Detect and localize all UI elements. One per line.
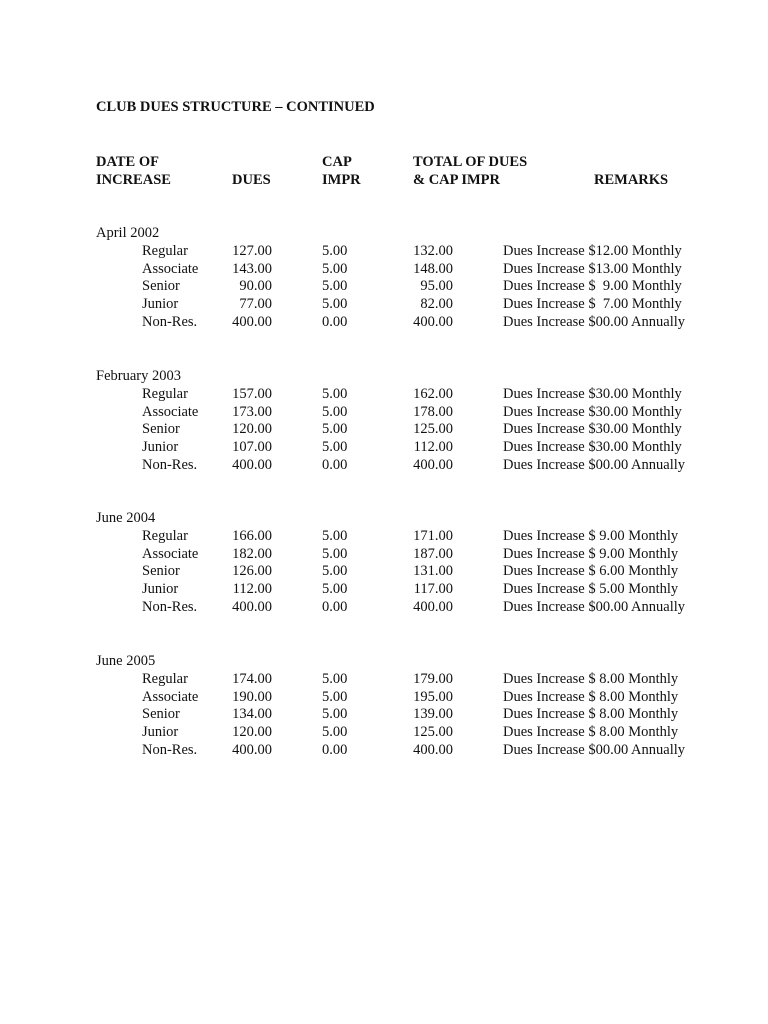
membership-type: Regular (142, 528, 188, 544)
dues-value: 126.00 (232, 563, 272, 579)
table-row (0, 261, 768, 279)
cap-impr-value: 5.00 (322, 278, 348, 294)
membership-type: Associate (142, 261, 199, 277)
total-value: 125.00 (413, 724, 453, 740)
dues-value: 173.00 (232, 404, 272, 420)
section-date-label: February 2003 (96, 368, 181, 384)
cap-impr-value: 0.00 (322, 742, 348, 758)
total-value: 171.00 (413, 528, 453, 544)
total-value: 131.00 (413, 563, 453, 579)
total-value: 400.00 (413, 599, 453, 615)
dues-value: 182.00 (232, 546, 272, 562)
page-title: CLUB DUES STRUCTURE – CONTINUED (96, 99, 375, 115)
total-value: 400.00 (413, 742, 453, 758)
remarks-text: Dues Increase $ 5.00 Monthly (503, 581, 679, 597)
remarks-text: Dues Increase $ 8.00 Monthly (503, 689, 679, 705)
remarks-text: Dues Increase $00.00 Annually (503, 314, 686, 330)
table-row (0, 546, 768, 564)
remarks-text: Dues Increase $ 6.00 Monthly (503, 563, 679, 579)
remarks-text: Dues Increase $00.00 Annually (503, 599, 686, 615)
cap-impr-value: 5.00 (322, 421, 348, 437)
total-value: 178.00 (413, 404, 453, 420)
membership-type: Non-Res. (142, 457, 198, 473)
total-value: 179.00 (413, 671, 453, 687)
remarks-text: Dues Increase $13.00 Monthly (503, 261, 682, 277)
remarks-text: Dues Increase $00.00 Annually (503, 742, 686, 758)
total-value: 112.00 (413, 439, 453, 455)
table-row (0, 671, 768, 689)
membership-type: Non-Res. (142, 599, 198, 615)
cap-impr-value: 5.00 (322, 546, 348, 562)
cap-impr-value: 5.00 (322, 563, 348, 579)
total-value: 162.00 (413, 386, 453, 402)
cap-impr-value: 5.00 (322, 386, 348, 402)
remarks-text: Dues Increase $12.00 Monthly (503, 243, 682, 259)
membership-type: Associate (142, 404, 199, 420)
header-remarks: REMARKS (594, 172, 669, 188)
membership-type: Associate (142, 546, 199, 562)
dues-value: 120.00 (232, 724, 272, 740)
dues-value: 400.00 (232, 742, 272, 758)
table-row (0, 599, 768, 617)
cap-impr-value: 0.00 (322, 314, 348, 330)
dues-value: 400.00 (232, 599, 272, 615)
total-value: 95.00 (420, 278, 453, 294)
section-date-label: June 2004 (96, 510, 156, 526)
membership-type: Junior (142, 296, 179, 312)
remarks-text: Dues Increase $ 8.00 Monthly (503, 671, 679, 687)
dues-value: 90.00 (239, 278, 272, 294)
membership-type: Senior (142, 278, 180, 294)
table-row (0, 296, 768, 314)
remarks-text: Dues Increase $ 9.00 Monthly (503, 278, 682, 294)
dues-value: 157.00 (232, 386, 272, 402)
membership-type: Junior (142, 724, 179, 740)
remarks-text: Dues Increase $30.00 Monthly (503, 386, 682, 402)
cap-impr-value: 5.00 (322, 724, 348, 740)
total-value: 132.00 (413, 243, 453, 259)
total-value: 148.00 (413, 261, 453, 277)
total-value: 187.00 (413, 546, 453, 562)
cap-impr-value: 0.00 (322, 599, 348, 615)
remarks-text: Dues Increase $00.00 Annually (503, 457, 686, 473)
cap-impr-value: 5.00 (322, 296, 348, 312)
dues-value: 134.00 (232, 706, 272, 722)
membership-type: Regular (142, 671, 188, 687)
table-row (0, 243, 768, 261)
membership-type: Non-Res. (142, 314, 198, 330)
dues-value: 400.00 (232, 314, 272, 330)
membership-type: Associate (142, 689, 199, 705)
dues-value: 107.00 (232, 439, 272, 455)
table-row (0, 706, 768, 724)
table-row (0, 457, 768, 475)
table-row (0, 439, 768, 457)
table-row (0, 689, 768, 707)
cap-impr-value: 5.00 (322, 581, 348, 597)
total-value: 139.00 (413, 706, 453, 722)
dues-value: 127.00 (232, 243, 272, 259)
remarks-text: Dues Increase $ 9.00 Monthly (503, 528, 679, 544)
cap-impr-value: 5.00 (322, 261, 348, 277)
total-value: 82.00 (420, 296, 453, 312)
dues-value: 120.00 (232, 421, 272, 437)
membership-type: Non-Res. (142, 742, 198, 758)
cap-impr-value: 5.00 (322, 439, 348, 455)
table-row (0, 742, 768, 760)
table-row (0, 528, 768, 546)
table-row (0, 581, 768, 599)
remarks-text: Dues Increase $30.00 Monthly (503, 439, 682, 455)
table-row (0, 278, 768, 296)
dues-value: 400.00 (232, 457, 272, 473)
remarks-text: Dues Increase $30.00 Monthly (503, 421, 682, 437)
total-value: 400.00 (413, 457, 453, 473)
dues-value: 143.00 (232, 261, 272, 277)
remarks-text: Dues Increase $ 9.00 Monthly (503, 546, 679, 562)
cap-impr-value: 5.00 (322, 243, 348, 259)
section-date-label: June 2005 (96, 653, 156, 669)
dues-value: 174.00 (232, 671, 272, 687)
remarks-text: Dues Increase $30.00 Monthly (503, 404, 682, 420)
remarks-text: Dues Increase $ 8.00 Monthly (503, 724, 679, 740)
total-value: 125.00 (413, 421, 453, 437)
table-row (0, 314, 768, 332)
dues-value: 77.00 (239, 296, 272, 312)
header-date-of-increase: DATE OF INCREASE (96, 154, 171, 188)
cap-impr-value: 5.00 (322, 706, 348, 722)
table-row (0, 404, 768, 422)
table-row (0, 386, 768, 404)
table-row (0, 563, 768, 581)
section-date-label: April 2002 (96, 225, 160, 241)
remarks-text: Dues Increase $ 8.00 Monthly (503, 706, 679, 722)
total-value: 400.00 (413, 314, 453, 330)
table-row (0, 724, 768, 742)
membership-type: Junior (142, 439, 179, 455)
cap-impr-value: 5.00 (322, 689, 348, 705)
cap-impr-value: 5.00 (322, 528, 348, 544)
dues-value: 166.00 (232, 528, 272, 544)
membership-type: Regular (142, 386, 188, 402)
cap-impr-value: 0.00 (322, 457, 348, 473)
membership-type: Regular (142, 243, 188, 259)
dues-value: 112.00 (232, 581, 272, 597)
membership-type: Senior (142, 563, 180, 579)
remarks-text: Dues Increase $ 7.00 Monthly (503, 296, 682, 312)
membership-type: Senior (142, 706, 180, 722)
cap-impr-value: 5.00 (322, 671, 348, 687)
header-cap-impr: CAP IMPR (322, 154, 361, 188)
cap-impr-value: 5.00 (322, 404, 348, 420)
header-dues: DUES (232, 172, 271, 188)
membership-type: Junior (142, 581, 179, 597)
total-value: 195.00 (413, 689, 453, 705)
membership-type: Senior (142, 421, 180, 437)
header-total-dues-cap-impr: TOTAL OF DUES & CAP IMPR (413, 154, 528, 188)
dues-value: 190.00 (232, 689, 272, 705)
total-value: 117.00 (413, 581, 453, 597)
table-row (0, 421, 768, 439)
